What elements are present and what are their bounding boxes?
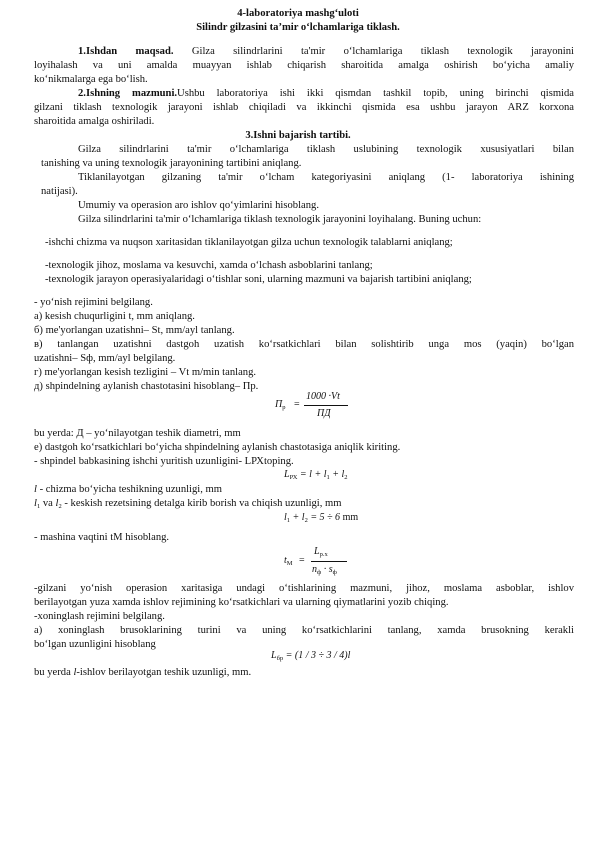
- honing-explain-line: [34, 666, 251, 679]
- operation-card-line-1: -gilzani yo‘nish operasion xaritasiga undagi o‘tishlarining mazmuni, jihoz, moslama asboblar, ishlov: [34, 583, 574, 594]
- step-v-line-2: uzatishni– Sф, mm/ayl belgilang.: [34, 353, 176, 364]
- formula2-lhs: L: [284, 469, 290, 480]
- step-a: а) kesish chuqurligini t, mm aniqlang.: [34, 311, 195, 322]
- formula1-eq: =: [294, 399, 300, 410]
- dash-item-2: -texnologik jihoz, moslama va kesuvchi, xamda o‘lchash asboblarini tanlang;: [45, 260, 373, 271]
- formula1-fraction-bar: [304, 405, 348, 406]
- formula4-den-sub1: ф: [317, 569, 322, 576]
- formula4-den: n: [312, 564, 317, 575]
- explain-diameter: bu yerda: Д – yo‘nilayotgan teshik diametri, mm: [34, 428, 241, 439]
- approach-sub-2: 2: [58, 503, 62, 510]
- purpose-line-2: loyihalash va uni amalda muayyan ishlab chiqarish sharoitida amalga oshirish bo‘yicha amaliy: [34, 60, 574, 71]
- content-line-1: [78, 87, 574, 100]
- formula4-lhs: t: [284, 555, 287, 566]
- formula4-den-sub2: ф: [332, 569, 337, 576]
- spindle-length-line: - shpindel babkasining ishchi yuritish uzunligini- LРХtoping.: [34, 456, 294, 467]
- approach-and: va: [42, 498, 53, 509]
- step-d: д) shpindelning aylanish chastotasini hisoblang– Пр.: [34, 381, 259, 392]
- formula3-unit: mm: [342, 512, 359, 523]
- procedure-line-5: Umumiy va operasion aro ishlov qo‘yimlarini hisoblang.: [78, 200, 319, 211]
- procedure-line-2: tanishing va uning texnologik jarayonining tartibini aniqlang.: [41, 158, 302, 169]
- formula4-lhs-sub: М: [286, 560, 293, 567]
- lab-title: 4-laboratoriya mashg‘uloti: [237, 8, 359, 19]
- cutting-regime-line: - yo‘nish rejimini belgilang.: [34, 297, 153, 308]
- honing-explain-symbol: l: [73, 667, 77, 678]
- formula5-rhs: = (1 / 3 ÷ 3 / 4)l: [285, 650, 351, 661]
- purpose-line-1: [78, 45, 574, 58]
- step-g: г) me'yorlangan kesish tezligini – Vt m/min tanlang.: [34, 367, 257, 378]
- procedure-line-4: natijasi).: [41, 186, 78, 197]
- step-b: б) me'yorlangan uzatishni– St, mm/ayl tanlang.: [34, 325, 235, 336]
- step-e: е) dastgoh ko‘rsatkichlari bo‘yicha shpindelning aylanish chastotasiga aniqlik kiriting.: [34, 442, 401, 453]
- formula4-den-mid: · s: [323, 564, 333, 575]
- honing-explain-text: -ishlov berilayotgan teshik uzunligi, mm.: [76, 667, 252, 678]
- content-text-1: Ushbu laboratoriya ishi ikki qismdan tashkil topib, uning birinchi qismida: [177, 88, 575, 99]
- dash-item-1: -ishchi chizma va nuqson xaritasidan tiklanilayotgan gilza uchun texnologik talablarni aniqlang;: [45, 237, 453, 248]
- formula4-eq: =: [299, 555, 305, 566]
- procedure-line-1: Gilza silindrlarini ta'mir o‘lchamlariga tiklash uslubining texnologik xususiyatlari bilan: [78, 144, 574, 155]
- formula1-numerator: 1000 ·Vt: [306, 391, 340, 402]
- dash-item-3: -texnologik jarayon operasiyalaridagi o‘tishlar soni, ularning mazmuni va bajarish tartibini aniqlang;: [45, 274, 472, 285]
- formula4-fraction-bar: [311, 561, 347, 562]
- formula2-rhs: = l + l: [299, 469, 327, 480]
- formula3-sub2: 2: [304, 517, 308, 524]
- formula3-l: l: [284, 512, 287, 523]
- formula5-lhs-sub: бр: [276, 655, 284, 662]
- formula3-sub1: 1: [286, 517, 291, 524]
- approach-symbol-1: l: [34, 498, 37, 509]
- formula2-sub2: 2: [344, 474, 348, 481]
- hole-length-text: - chizma bo‘yicha teshikning uzunligi, mm: [39, 484, 223, 495]
- lab-subtitle: Silindr gilzasini ta’mir o‘lchamlariga tiklash.: [196, 22, 400, 33]
- procedure-heading: 3.Ishni bajarish tartibi.: [245, 130, 351, 141]
- purpose-line-3: ko‘nikmalarga ega bo‘lish.: [34, 74, 148, 85]
- formula5-lhs: L: [271, 650, 277, 661]
- hole-length-symbol: l: [34, 484, 37, 495]
- honing-step-a-line-1: а) xoninglash brusoklarining turini va uning ko‘rsatkichlarini tanlang, xamda brusokning kerakli: [34, 625, 574, 636]
- formula3-mid: + l: [292, 512, 305, 523]
- machine-time-line: - mashina vaqtini tМ hisoblang.: [34, 532, 170, 543]
- purpose-text-1: Gilza silindrlarini ta'mir o‘lchamlariga tiklash texnologik jarayonini: [191, 46, 574, 57]
- content-line-3: sharoitida amalga oshiriladi.: [34, 116, 155, 127]
- purpose-heading: 1.Ishdan maqsad.: [78, 46, 174, 57]
- step-v-line-1: в) tanlangan uzatishni dastgoh uzatish ko‘rsatkichlari bilan solishtirib unga mos (yaqin) bo‘lgan: [34, 339, 574, 350]
- operation-card-line-2: berilayotgan yuza xamda ishlov rejimining ko‘rsatkichlari va ularning qiymatlarini yozib chiqing.: [34, 597, 449, 608]
- formula1-lhs: П: [275, 399, 283, 410]
- formula-brusok-length: [271, 650, 350, 662]
- approach-length-line: [34, 497, 342, 513]
- content-heading: 2.Ishning mazmuni.: [78, 88, 178, 99]
- formula-working-length: [284, 469, 348, 481]
- formula-approach-sum: [284, 512, 358, 524]
- formula2-sub1: 1: [326, 474, 330, 481]
- content-line-2: gilzani tiklash texnologik jarayoni ishlab chiqiladi va ikkinchi qismida esa ushbu jarayon ARZ korxona: [34, 102, 574, 113]
- hole-length-line: [34, 483, 222, 496]
- formula3-rhs: = 5 ÷ 6: [310, 512, 341, 523]
- formula2-lhs-sub: РХ: [289, 474, 298, 481]
- formula4-numerator: L: [314, 546, 320, 557]
- procedure-line-6: Gilza silindrlarini ta'mir o‘lchamlariga tiklash texnologik jarayonini loyihalang. Buning uchun:: [78, 214, 482, 225]
- honing-regime-line: -xoninglash rejimini belgilang.: [34, 611, 165, 622]
- honing-explain-prefix: bu yerda: [34, 667, 71, 678]
- formula1-lhs-sub: р: [282, 404, 286, 411]
- formula1-denominator: ПД: [317, 408, 331, 419]
- honing-step-a-line-2: bo‘lgan uzunligini hisoblang: [34, 639, 156, 650]
- approach-text: - keskish rezetsining detalga kirib borish va chiqish uzunligi, mm: [64, 498, 342, 509]
- formula4-num-sub: р.х: [319, 551, 328, 558]
- approach-symbol-2: l: [55, 498, 59, 509]
- procedure-line-3: Tiklanilayotgan gilzaning ta'mir o‘lcham kategoriyasini aniqlang (1- laboratoriya ishining: [78, 172, 574, 183]
- approach-sub-1: 1: [36, 503, 41, 510]
- formula2-plus: + l: [332, 469, 345, 480]
